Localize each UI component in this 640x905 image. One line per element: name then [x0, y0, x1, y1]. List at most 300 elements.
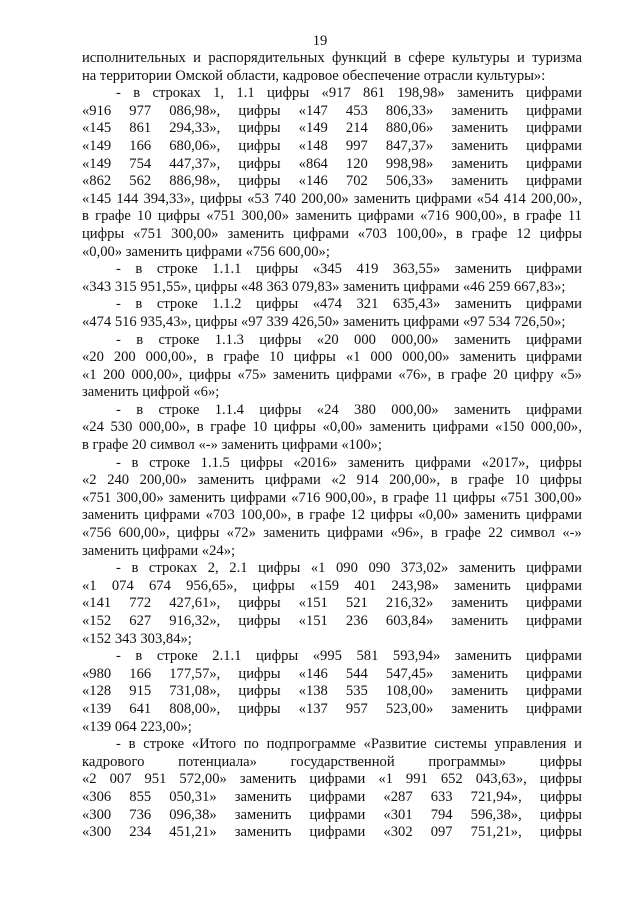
- word: «75»: [237, 366, 267, 383]
- word: 11: [567, 208, 582, 225]
- text-line: [82, 208, 582, 226]
- word: 562: [129, 173, 152, 190]
- word: 1,: [213, 85, 225, 102]
- text-line: [82, 85, 582, 103]
- word: 100,00»,: [395, 225, 447, 242]
- word: «2: [331, 472, 346, 489]
- text-line: [82, 595, 582, 613]
- word: заменить: [273, 366, 330, 383]
- word: 721,94»,: [470, 788, 522, 805]
- word: цифры: [188, 366, 232, 383]
- word: «149: [82, 137, 112, 154]
- word: заменить: [454, 296, 512, 313]
- word: в: [381, 489, 389, 506]
- word: «150: [495, 419, 525, 436]
- word: 000,00»: [391, 401, 439, 418]
- word: заменить: [234, 824, 292, 841]
- word: «751: [82, 489, 112, 506]
- word: в: [450, 472, 458, 489]
- word: цифры: [258, 560, 301, 577]
- word: строке: [156, 648, 198, 665]
- word: строке: [158, 401, 200, 418]
- word: графе: [451, 366, 487, 383]
- word: 000: [354, 331, 376, 348]
- word: цифры: [539, 753, 582, 770]
- word: 600,00»,: [118, 525, 170, 542]
- text-line: [82, 613, 582, 631]
- word: 200,00»,: [530, 190, 582, 207]
- word: «2016»: [293, 454, 338, 471]
- word: заменить: [234, 788, 292, 805]
- text-line: в графе 20 символ «-» заменить цифрами «100»;: [82, 437, 382, 454]
- text-line: [82, 50, 582, 68]
- word: «146: [298, 665, 328, 682]
- word: 200,00»: [139, 472, 188, 489]
- word: цифрами: [526, 120, 582, 137]
- word: в: [133, 85, 141, 102]
- word: 731,08»,: [169, 683, 221, 700]
- word: цифры: [238, 683, 281, 700]
- text-line: [82, 226, 582, 244]
- word: «0,00»: [322, 419, 363, 436]
- text-line: «343 315 951,55», цифры «48 363 079,83» заменить цифрами «46 259 667,83»;: [82, 278, 566, 295]
- word: 394,33»,: [143, 190, 195, 207]
- word: «137: [298, 700, 328, 717]
- word: 074: [111, 577, 134, 594]
- text-line: [82, 666, 582, 684]
- word: 451,21»: [169, 824, 217, 841]
- word: заменить: [451, 665, 509, 682]
- word: заменить: [451, 173, 509, 190]
- word: графе: [468, 472, 504, 489]
- word: 000: [370, 349, 393, 366]
- word: цифрами: [526, 155, 582, 172]
- word: «138: [298, 683, 328, 700]
- word: 2.1: [229, 560, 248, 577]
- word: 200: [103, 366, 125, 383]
- word: 547,45»: [385, 665, 434, 682]
- word: «159: [309, 577, 340, 594]
- word: заменить: [451, 700, 509, 717]
- word: 633: [430, 788, 453, 805]
- word: 900,00»,: [455, 208, 507, 225]
- word: -: [116, 261, 121, 278]
- word: 951: [144, 771, 167, 788]
- text-line: заменить цифрами «24»;: [82, 542, 236, 559]
- text-line: [82, 578, 582, 596]
- word: 453: [345, 102, 368, 119]
- word: 916,32»,: [169, 613, 221, 629]
- word: заменить: [451, 155, 509, 172]
- word: в: [136, 331, 144, 348]
- word: 702: [345, 173, 368, 190]
- word: графе: [393, 489, 430, 506]
- word: в: [82, 208, 89, 225]
- word: цифрами: [309, 771, 366, 788]
- word: строке: [158, 331, 200, 348]
- word: цифрами: [526, 595, 582, 612]
- word: 166: [129, 665, 152, 682]
- text-line: [82, 683, 582, 701]
- word: цифрами: [526, 261, 582, 278]
- word: графе: [95, 208, 131, 225]
- word: «20: [316, 331, 339, 348]
- text-line: [82, 367, 582, 385]
- word: в: [135, 296, 143, 313]
- word: 11: [434, 489, 449, 506]
- word: 581: [356, 648, 379, 665]
- word: 957: [345, 700, 368, 717]
- word: цифрами: [264, 472, 321, 489]
- word: 915: [129, 683, 152, 700]
- word: цифры: [266, 85, 310, 102]
- word: цифрами: [230, 489, 287, 506]
- word: строках: [152, 85, 201, 102]
- word: цифрами: [526, 613, 582, 629]
- word: 043,63»,: [475, 771, 527, 788]
- text-line: [82, 138, 582, 156]
- word: цифры: [453, 489, 496, 506]
- word: 2.1.1: [212, 648, 242, 665]
- word: 363,55»: [392, 261, 441, 278]
- word: 641: [129, 700, 152, 717]
- word: «306: [82, 788, 112, 805]
- word: 236: [345, 613, 368, 629]
- word: заменить: [451, 683, 509, 700]
- word: цифры: [293, 349, 336, 366]
- text-line: [82, 296, 582, 314]
- word: 000,00»,: [131, 366, 183, 383]
- word: 593,94»: [392, 648, 441, 665]
- word: «24: [82, 419, 104, 436]
- text-line: [82, 701, 582, 719]
- text-line: [82, 807, 582, 825]
- word: 144: [116, 190, 139, 207]
- word: цифры: [238, 173, 281, 190]
- word: «300: [82, 806, 112, 823]
- word: цифрами: [144, 507, 201, 524]
- word: цифрами: [526, 173, 582, 190]
- word: графе: [210, 419, 246, 436]
- text-line: [82, 472, 582, 490]
- word: графе: [525, 208, 562, 225]
- word: «5»: [560, 366, 582, 383]
- word: 20: [493, 366, 508, 383]
- word: цифрами: [526, 137, 582, 154]
- word: в: [135, 261, 143, 278]
- word: 2,: [207, 560, 219, 577]
- word: 914: [356, 472, 379, 489]
- word: цифры: [539, 454, 582, 471]
- word: «147: [298, 102, 328, 119]
- word: «152: [82, 613, 112, 629]
- word: заменить: [239, 771, 297, 788]
- word: и: [193, 50, 201, 66]
- word: 900,00»,: [325, 489, 377, 506]
- word: в: [196, 419, 204, 436]
- word: 627: [129, 613, 152, 629]
- text-line: [82, 824, 582, 842]
- word: цифрами: [526, 560, 582, 577]
- word: цифрами: [415, 190, 472, 207]
- word: цифры: [238, 137, 281, 154]
- word: 373,02»: [400, 560, 449, 577]
- word: цифры: [256, 648, 299, 665]
- text-line: [82, 120, 582, 138]
- word: символ: [510, 525, 555, 542]
- word: 10: [269, 349, 284, 366]
- word: цифрами: [432, 419, 489, 436]
- text-line: [82, 490, 582, 508]
- word: 1.1.3: [214, 331, 244, 348]
- word: 506,33»: [385, 173, 434, 190]
- word: заменить: [227, 225, 285, 242]
- word: 530: [110, 419, 133, 436]
- word: строке: [156, 296, 198, 313]
- word: «751: [133, 225, 163, 242]
- word: цифрами: [526, 665, 582, 682]
- word: 108,00»: [385, 683, 434, 700]
- word: цифры: [238, 120, 281, 137]
- word: -: [116, 560, 121, 577]
- word: 10: [514, 472, 530, 489]
- word: цифру: [514, 366, 554, 383]
- word: «Развитие: [363, 736, 427, 753]
- word: «53: [247, 190, 269, 207]
- word: цифрами: [526, 683, 582, 700]
- word: -: [116, 454, 121, 471]
- word: государственной: [290, 753, 395, 770]
- word: цифры: [370, 507, 413, 524]
- word: заменить: [463, 507, 521, 524]
- text-line: «0,00» заменить цифрами «756 600,00»;: [82, 243, 330, 260]
- word: цифрами: [526, 349, 582, 366]
- word: 572,00»: [179, 771, 227, 788]
- word: «146: [298, 173, 328, 190]
- word: 380: [354, 401, 376, 418]
- word: заменить: [197, 472, 255, 489]
- word: «1: [345, 349, 361, 366]
- word: «1: [310, 560, 326, 577]
- document-body: [82, 50, 582, 842]
- word: «148: [298, 137, 328, 154]
- word: по: [243, 736, 259, 753]
- word: 736: [129, 806, 152, 823]
- word: культуры: [452, 50, 510, 66]
- word: кадрового: [82, 753, 145, 770]
- word: 050,31»: [169, 788, 217, 805]
- word: 997: [345, 137, 368, 154]
- word: 200,00»: [301, 190, 349, 207]
- word: «72»: [226, 525, 256, 542]
- word: цифры: [240, 454, 283, 471]
- word: «-»: [562, 525, 582, 542]
- word: «716: [291, 489, 321, 506]
- word: 000,00»,: [139, 419, 191, 436]
- word: 22: [488, 525, 503, 542]
- word: 754: [129, 155, 152, 172]
- word: 166: [129, 137, 152, 154]
- word: 198,98»: [397, 85, 445, 102]
- word: 300,00»: [241, 208, 290, 225]
- word: 090: [335, 560, 358, 577]
- word: цифры: [256, 296, 299, 313]
- word: цифры: [539, 806, 582, 823]
- word: 10: [137, 208, 152, 225]
- word: «703: [357, 225, 387, 242]
- word: цифры: [238, 613, 281, 629]
- word: цифрами: [526, 85, 582, 102]
- word: заменить: [263, 525, 320, 542]
- text-line: [82, 156, 582, 174]
- word: 447,37»,: [169, 155, 221, 172]
- word: заменить: [459, 349, 517, 366]
- word: цифры: [539, 472, 582, 489]
- word: строке: [156, 261, 198, 278]
- word: «2: [82, 472, 97, 489]
- text-line: «474 516 935,43», цифры «97 339 426,50» заменить цифрами «97 534 726,50»;: [82, 313, 566, 330]
- word: и: [574, 736, 582, 753]
- word: «149: [298, 120, 328, 137]
- word: заменить: [234, 806, 292, 823]
- text-line: [82, 173, 582, 191]
- text-line: «139 064 223,00»;: [82, 718, 192, 735]
- word: 635,43»: [392, 296, 441, 313]
- word: подпрограмме: [266, 736, 356, 753]
- word: заменить: [457, 85, 514, 102]
- word: «287: [383, 788, 413, 805]
- word: цифрами: [526, 401, 582, 418]
- word: 861: [363, 85, 385, 102]
- word: функций: [332, 50, 387, 66]
- text-line: «152 343 303,84»;: [82, 630, 192, 647]
- word: строке: [143, 736, 185, 753]
- word: в: [128, 736, 136, 753]
- word: 12: [516, 225, 531, 242]
- word: 544: [345, 665, 368, 682]
- word: 200,00»,: [389, 472, 441, 489]
- word: потенциала»: [178, 753, 257, 770]
- word: строках: [148, 560, 198, 577]
- word: графе: [309, 507, 345, 524]
- word: 100,00»,: [240, 507, 292, 524]
- text-line: [82, 191, 582, 209]
- word: 1.1.5: [200, 454, 230, 471]
- text-line: [82, 789, 582, 807]
- text-line: [82, 402, 582, 420]
- word: цифрами: [309, 806, 366, 823]
- word: 300,00»: [116, 489, 164, 506]
- word: 808,00»,: [169, 700, 221, 717]
- word: сфере: [408, 50, 445, 66]
- word: «151: [298, 613, 328, 629]
- word: «751: [206, 208, 236, 225]
- word: заменить: [295, 208, 352, 225]
- word: 603,84»: [385, 613, 434, 629]
- word: 414: [503, 190, 526, 207]
- word: 096,38»: [169, 806, 217, 823]
- word: цифрами: [292, 225, 349, 242]
- word: цифрами: [309, 824, 366, 841]
- word: 321: [356, 296, 379, 313]
- word: 674: [148, 577, 171, 594]
- word: «862: [82, 173, 112, 190]
- word: 090: [368, 560, 391, 577]
- word: «751: [500, 489, 530, 506]
- word: «703: [205, 507, 235, 524]
- word: 521: [345, 595, 368, 612]
- word: 097: [430, 824, 453, 841]
- word: цифры: [238, 595, 281, 612]
- word: -: [116, 401, 121, 418]
- word: 1.1: [236, 85, 255, 102]
- word: «995: [312, 648, 342, 665]
- word: заменить: [454, 261, 512, 278]
- word: 200: [113, 349, 136, 366]
- word: 880,06»: [385, 120, 434, 137]
- word: «145: [82, 190, 112, 207]
- word: 300,00»: [534, 489, 582, 506]
- text-line: [82, 103, 582, 121]
- word: в: [455, 225, 463, 242]
- word: цифрами: [336, 366, 392, 383]
- text-line: [82, 455, 582, 473]
- word: цифры: [539, 771, 582, 788]
- word: программы»: [428, 753, 507, 770]
- word: «864: [298, 155, 328, 172]
- word: заменить: [82, 507, 139, 524]
- word: цифрами: [358, 208, 414, 225]
- word: «474: [312, 296, 342, 313]
- word: цифрами: [415, 454, 471, 471]
- word: «716: [420, 208, 450, 225]
- text-line: [82, 419, 582, 437]
- text-line: заменить цифрой «6»;: [82, 384, 220, 401]
- word: «301: [383, 806, 413, 823]
- word: заменить: [451, 595, 509, 612]
- word: цифрами: [526, 102, 582, 119]
- word: 806,33»: [385, 102, 434, 119]
- word: 000,00»,: [145, 349, 197, 366]
- word: цифры: [238, 665, 281, 682]
- word: заменить: [451, 613, 509, 629]
- word: 977: [129, 102, 152, 119]
- word: «151: [298, 595, 328, 612]
- word: цифрами: [309, 788, 366, 805]
- word: заменить: [451, 120, 509, 137]
- word: 234: [129, 824, 152, 841]
- word: в: [394, 50, 402, 66]
- word: 177,57»,: [169, 665, 221, 682]
- word: 294,33»,: [169, 120, 221, 137]
- word: «128: [82, 683, 112, 700]
- word: «756: [82, 525, 112, 542]
- word: заменить: [353, 190, 411, 207]
- word: в: [131, 454, 139, 471]
- word: -: [116, 648, 121, 665]
- word: «Итого: [191, 736, 237, 753]
- word: -: [116, 296, 121, 313]
- word: цифрами: [526, 648, 582, 665]
- word: цифрами: [327, 525, 384, 542]
- word: цифры: [259, 331, 302, 348]
- word: 000,00»: [402, 349, 450, 366]
- word: «2017»,: [481, 454, 530, 471]
- word: «916: [82, 102, 112, 119]
- word: системы: [434, 736, 487, 753]
- word: 740: [274, 190, 297, 207]
- word: -: [116, 85, 121, 102]
